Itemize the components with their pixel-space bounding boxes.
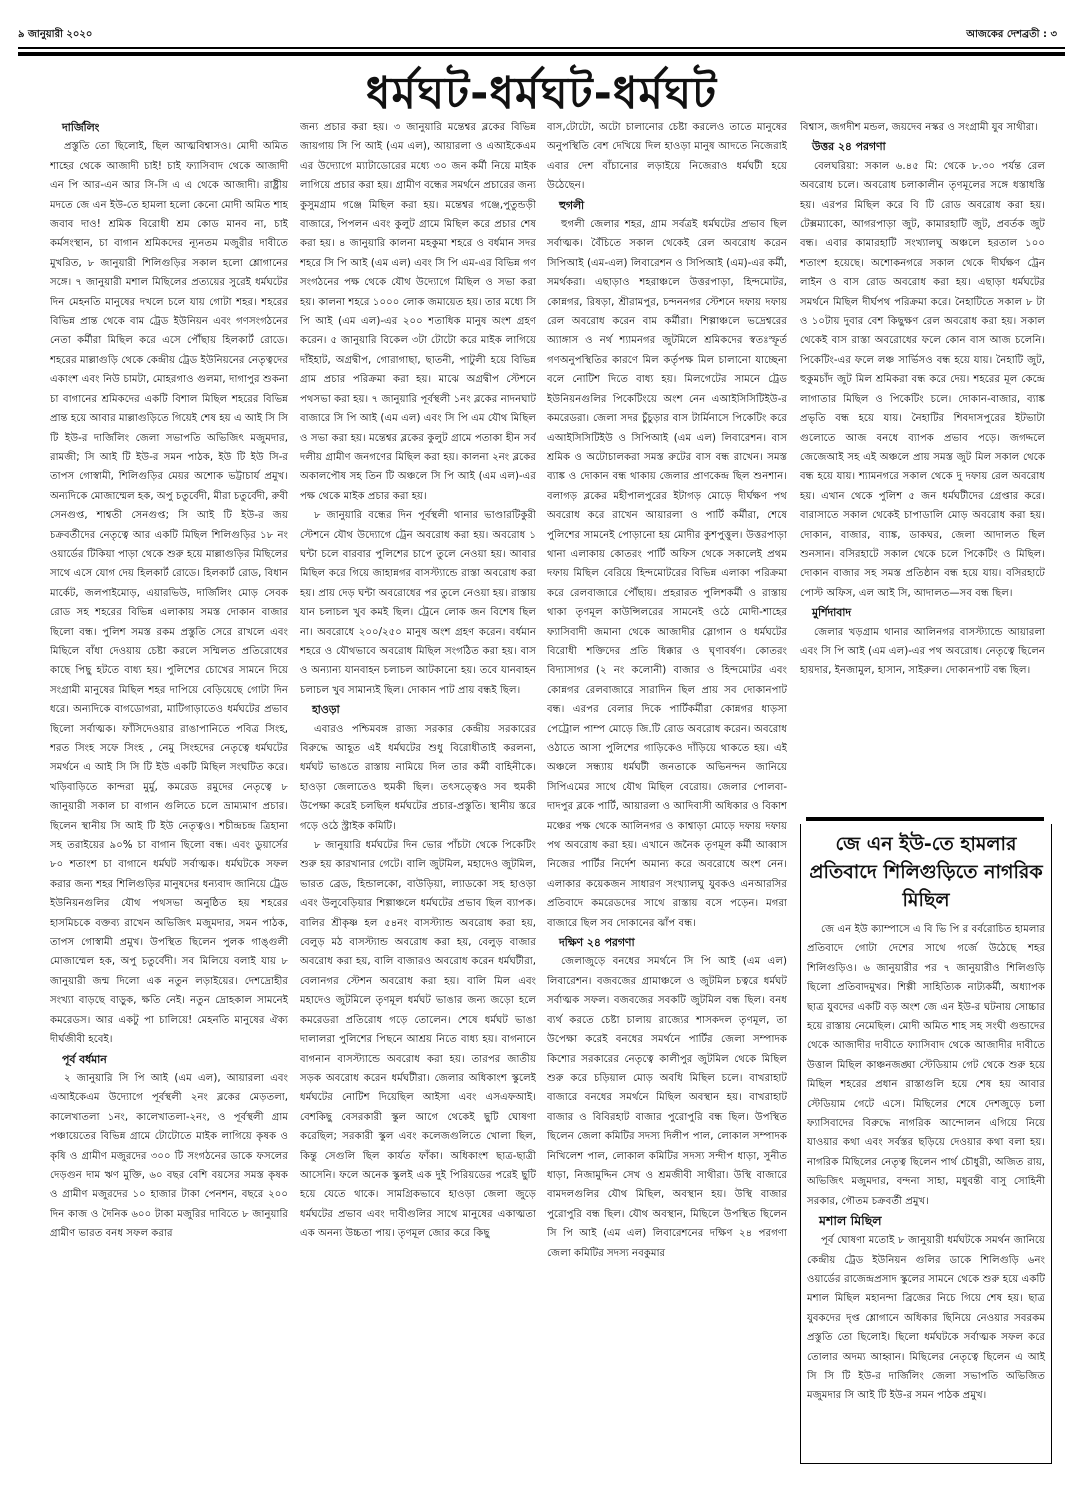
article-paragraph: এবারও পশ্চিমবঙ্গ রাজ্য সরকার কেন্দ্রীয় সরকারের বিরুদ্ধে আহূত এই ধর্মঘটের শুধু বিরোধীতাই করলনা, ধর্মঘট ভাঙতে রাস্তায় নামিয়ে দিল তার কর্মী বাহিনীকে। হাওড়া জেলাতেও হুমকী ছিল। তৎসত্ত্বেও সব হুমকী উপেক্ষা করেই চলছিল ধর্মঘটের প্রচার-প্রস্তুতি। স্থানীয় স্তরে গড়ে ওঠে স্ট্রাইক কমিটি। [300, 723, 536, 832]
column-4 [800, 118, 1045, 808]
header-rule-thin [18, 47, 1065, 49]
article-paragraph: বাস,টোটো, অটো চালানোর চেষ্টা করলেও তাতে মানুষের অনুপস্থিতি বেশ দেখিয়ে দিল হাওড়া মানুষ আদতে নিজেরাই এবার দেশ বাঁচানোর লড়াইয়ে নিজেরাও ধর্মঘটী হয়ে উঠেছেন। [547, 122, 787, 192]
article-paragraph: জে এন ইউ ক্যাম্পাসে এ বি ভি পি র বর্বরোচিত হামলার প্রতিবাদে গোটা দেশের সাথে গর্জে উঠেছে শহর শিলিগুড়িও। ৬ জানুয়ারীর পর ৭ জানুয়ারীও শিলিগুড়ি ছিলো প্রতিবাদমুখর। শিল্পী সাহিত্যিক নাট্যকর্মী, অধ্যাপক ছাত্র যুবদের একটি বড় অংশ জে এন ইউ-র ঘটনায় সোচ্চার হয়ে রাস্তায় নেমেছিল। মোদী অমিত শাহ সহ সংঘী গুন্ডাদের থেকে আজাদীর দাবীতে ফ্যাসিবাদ থেকে আজাদীর দাবীতে উত্তাল মিছিল কাঞ্চনজঙ্ঘা স্টেডিয়াম গেট থেকে শুরু হয়ে মিছিল শহরের প্রধান রাস্তাগুলি হয়ে শেষ হয় আবার স্টেডিয়াম গেটে এসে। মিছিলের শেষে দেশজুড়ে চলা ফ্যাসিবাদের বিরুদ্ধে নাগরিক আন্দোলন এগিয়ে নিয়ে যাওয়ার কথা এবং সর্বস্তর ছড়িয়ে দেওয়ার কথা বলা হয়। নাগরিক মিছিলের নেতৃত্ব ছিলেন পার্থ চৌধুরী, অজিত রায়, অভিজিৎ মজুমদার, বন্দনা সাহা, মধুবন্তী বাসু সোহিনী সরকার, গৌতম চক্রবর্তী প্রমুখ। [807, 924, 1045, 1207]
article-paragraph: পূর্ব ঘোষণা মতোই ৮ জানুয়ারী ধর্মঘটকে সমর্থন জানিয়ে কেন্দ্রীয় ট্রেড ইউনিয়ন গুলির ডাকে শিলিগুড়ি ৬নং ওয়ার্ডের রাজেন্দ্রপ্রসাদ স্কুলের সামনে থেকে শুরু হয়ে একটি মশাল মিছিল মহানন্দা ব্রিজের নিচে গিয়ে শেষ হয়। ছাত্র যুবকদের দৃপ্ত শ্লোগানে অধিকার ছিনিয়ে নেওয়ার সবরকম প্রস্তুতি তো ছিলোই। ছিলো ধর্মঘটকে সর্বাত্মক সফল করে তোলার অদম্য আহ্বান। মিছিলের নেতৃত্বে ছিলেন এ আই সি সি টি ইউ-র দার্জিলিং জেলা সভাপতি অভিজিত মজুমদার সি আই টি ইউ-র সমন পাঠক প্রমুখ। [807, 1235, 1045, 1402]
article-paragraph: জন্য প্রচার করা হয়। ৩ জানুয়ারি মন্তেশ্বর ব্লকের বিভিন্ন জায়গায় সি পি আই (এম এল), আয়ারলা ও এআইকেএম এর উদ্যোগে ম্যাটাডোরের মধ্যে ৩০ জন কর্মী নিয়ে মাইক লাগিয়ে প্রচার করা হয়। গ্রামীণ বন্ধের সমর্থনে প্রচারের জন্য কুসুমগ্রাম গঞ্জে মিছিল করা হয়। মন্তেশ্বর গঞ্জে,পুতুন্ডড়ী বাজারে, পিপলন এবং কুলুট গ্রামে মিছিল করে প্রচার শেষ করা হয়। ৪ জানুয়ারি কালনা মহকুমা শহরে ও বর্ধমান সদর শহরে সি পি আই (এম এল) এবং সি পি এম-এর বিভিন্ন গণ সংগঠনের পক্ষ থেকে যৌথ উদ্যোগে মিছিল ও সভা করা হয়। কালনা শহরে ১০০০ লোক জমায়েত হয়। তার মধ্যে সি পি আই (এম এল)-এর ২০০ শতাধিক মানুষ অংশ গ্রহণ করেন। ৫ জানুয়ারি বিকেল ৩টা টোটো করে মাইক লাগিয়ে দাঁইহাট, অগ্রদ্বীপ, গোরাগাছা, ছাতনী, পাটুলী হয়ে বিভিন্ন গ্রাম প্রচার পরিক্রমা করা হয়। মাঝে অগ্রদ্বীপ স্টেশনে পথসভা করা হয়। ৭ জানুয়ারি পূর্বস্থলী ১নং ব্লকের নাদনঘাট বাজারে সি পি আই (এম এল) এবং সি পি এম যৌথ মিছিল ও সভা করা হয়। মন্তেশ্বর ব্লকের কুলুট গ্রামে পতাকা হীন সর্ব দলীয় গ্রামীণ জনগণের মিছিল করা হয়। কালনা ২নং ব্লকের অকালপৌষ সহ তিন টি অঞ্চলে সি পি আই (এম এল)-এর পক্ষ থেকে মাইক প্রচার করা হয়। [300, 122, 536, 502]
header-rule-thick [18, 52, 1065, 56]
page-headline: ধর্মঘট-ধর্মঘট-ধর্মঘট [365, 68, 718, 119]
article-paragraph: বেলঘরিয়া: সকাল ৬.৪৫ মি: থেকে ৮.৩০ পর্যন্ত রেল অবরোধ চলে। অবরোধ চলাকালীন তৃণমূলের সঙ্গে ধস্তাধস্তি হয়। এরপর মিছিল করে বি টি রোড অবরোধ করা হয়। টেক্সম্যাকো, আগরপাড়া জুট, কামারহাটি জুট, প্রবর্তক জুট বন্ধ। এবার কামারহাটি সংখ্যালঘু অঞ্চলে হরতাল ১০০ শতাংশ হয়েছে। অশোকনগরে সকাল থেকে দীর্ঘক্ষণ ট্রেন লাইন ও বাস রোড অবরোধ করা হয়। এছাড়া ধর্মঘটের সমর্থনে মিছিল দীর্ঘপথ পরিক্রমা করে। নৈহাটিতে সকাল ৮ টা ও ১০টায় দুবার বেশ কিছুক্ষণ রেল অবরোধ করা হয়। সকাল থেকেই বাস রাস্তা অবরোধের ফলে কোন বাস আজ চলেনি। পিকেটিং-এর ফলে লঞ্চ সার্ভিসও বন্ধ হয়ে যায়। নৈহাটি জুট, হুকুমচাঁদ জুট মিল শ্রমিকরা বন্ধ করে দেয়। শহরের মূল কেন্দ্রে লাগাতার মিছিল ও পিকেটিং চলে। দোকান-বাজার, ব্যাঙ্ক প্রভৃতি বন্ধ হয়ে যায়। নৈহাটির শিবদাসপুরের ইটভাটা গুলোতে আজ বনধে ব্যাপক প্রভাব পড়ে। জগদ্দলে জেজেআই সহ এই অঞ্চলে প্রায় সমস্ত জুট মিল সকাল থেকে বন্ধ হয়ে যায়। শ্যামনগরে সকাল থেকে দু দফায় রেল অবরোধ হয়। এখান থেকে পুলিশ ৫ জন ধর্মঘটীদের গ্রেপ্তার করে। বারাসাতে সকাল থেকেই চাপাডালি মোড় অবরোধ করা হয়। দোকান, বাজার, ব্যাঙ্ক, ডাকঘর, জেলা আদালত ছিল শুনসান। বসিরহাটে সকাল থেকে চলে পিকেটিং ও মিছিল। দোকান বাজার সহ সমস্ত প্রতিষ্ঠান বন্ধ হয়ে যায়। বসিরহাটে পোস্ট অফিস, এল আই সি, আদালত—সব বন্ধ ছিল। [800, 160, 1045, 599]
article-paragraph: জেলার খড়গ্রাম থানার আলিনগর বাসস্ট্যান্ডে আয়ারলা এবং সি পি আই (এম এল)-এর পথ অবরোধ। নেতৃত্বে ছিলেন হায়দার, ইনজামুল, হাসান, সাইরুল। দোকানপাট বন্ধ ছিল। [800, 626, 1045, 677]
article-paragraph: ৮ জানুয়ারি বন্ধের দিন পূর্বস্থলী থানার ভাণ্ডারটিকুরী স্টেশনে যৌথ উদ্যোগে ট্রেন অবরোধ করা হয়। অবরোধ ১ ঘন্টা চলে বারবার পুলিশের চাপে তুলে নেওয়া হয়। আবার মিছিল করে গিয়ে জাহান্নগর বাসস্ট্যান্ডে রাস্তা অবরোধ করা হয়। প্রায় দেড় ঘন্টা অবরোধের পর তুলে নেওয়া হয়। রাস্তায় যান চলাচল খুব কমই ছিল। ট্রেনে লোক জন বিশেষ ছিল না। অবরোধে ২০০/২৫০ মানুষ অংশ গ্রহণ করেন। বর্ধমান শহরে ও যৌথভাবে অবরোধ মিছিল সংগঠিত করা হয়। বাস ও অন্যান্য যানবাহন চলাচল আটকানো হয়। তবে যানবাহন চলাচল খুব সামান্যই ছিল। দোকান পাট প্রায় বন্ধই ছিল। [300, 510, 536, 696]
column-1 [50, 118, 288, 1490]
header-page-label: আজকের দেশব্রতী : ৩ [966, 29, 1057, 40]
section-heading-south-24-parganas: দক্ষিণ ২৪ পরগণা [559, 936, 635, 950]
section-heading-murshidabad: মুর্শিদাবাদ [812, 606, 852, 620]
section-heading-howrah: হাওড়া [312, 703, 340, 717]
boxed-article-top-rule [806, 817, 1044, 821]
section-heading-hooghly: হুগলী [559, 198, 585, 212]
article-paragraph: ২ জানুয়ারি সি পি আই (এম এল), আয়ারলা এবং এআইকেএম উদ্যোগে পূর্বস্থলী ২নং ব্লকের মেড়তলা, কালেখাতলা ১নং, কালেখাতলা-২নং, ও পূর্বস্থলী গ্রাম পঞ্চায়েতের বিভিন্ন গ্রামে টোটোতে মাইক লাগিয়ে কৃষক ও কৃষি ও গ্রামীণ মজুরদের ৩০০ টি সংগঠনের ডাকে ফসলের দেড়গুন দাম ঋণ মুক্তি, ৬০ বছর বেশি বয়সের সমস্ত কৃষক ও গ্রামীণ মজুরদের ১০ হাজার টাকা পেনশন, বছরে ২০০ দিন কাজ ও দৈনিক ৬০০ টাকা মজুরির দাবিতে ৮ জানুয়ারি গ্রামীণ ভারত বনধ সফল করার [50, 1072, 288, 1240]
section-heading-darjeeling: দার্জিলিং [62, 121, 100, 134]
article-paragraph: হুগলী জেলার শহর, গ্রাম সর্বত্রই ধর্মঘটের প্রভাব ছিল সর্বাত্মক। বৈঁচিতে সকাল থেকেই রেল অবরোধ করেন সিপিআই (এম-এল) লিবারেশন ও সিপিআই (এম)-এর কর্মী, সমর্থকরা। এছাড়াও শহরাঞ্চলে উত্তরপাড়া, হিন্দমোটর, কোন্নগর, রিষড়া, শ্রীরামপুর, চন্দননগর স্টেশনে দফায় দফায় রেল অবরোধ করেন বাম কর্মীরা। শিল্পাঞ্চলে ভদ্রেশ্বরের অ্যাঙ্গাস ও নর্থ শ্যামনগর জুটমিলে শ্রমিকদের স্বতঃস্ফূর্ত গণঅনুপস্থিতির কারণে মিল কর্তৃপক্ষ মিল চালানো যাচ্ছেনা বলে নোটিশ দিতে বাধ্য হয়। মিলগেটের সামনে ট্রেড ইউনিয়নগুলির পিকেটিংয়ে অংশ নেন এআইসিসিটিইউ-র কমরেডরা। জেলা সদর চুঁচুড়ার বাস টার্মিনাসে পিকেটিং করে এআইসিসিটিইউ ও সিপিআই (এম এল) লিবারেশন। বাস শ্রমিক ও অটোচালকরা সমস্ত রুটের বাস বন্ধ রাখেন। সমস্ত ব্যাঙ্ক ও দোকান বন্ধ থাকায় জেলার প্রাণকেন্দ্র ছিল শুনশান। বলাগড় ব্লকের মহীপালপুরের ইটাগড় মোড়ে দীর্ঘক্ষণ পথ অবরোধ করে রাখেন আয়ারলা ও পার্টি কর্মীরা, শেষে পুলিশের সামনেই পোড়ানো হয় মোদীর কুশপুত্তুল। উত্তরপাড়া থানা এলাকায় কোতরং পার্টি অফিস থেকে সকালেই প্রথম দফায় মিছিল বেরিয়ে হিন্দমোটরের বিভিন্ন এলাকা পরিক্রমা করে রেলবাজারে পৌঁছায়। প্রহরারত পুলিশকর্মী ও রাস্তায় থাকা তৃণমূল কাউন্সিলরের সামনেই ওঠে মোদী-শাহের ফ্যাসিবাদী জমানা থেকে আজাদীর স্লোগান ও ধর্মঘটের বিরোধী শক্তিদের প্রতি ধিক্কার ও ঘৃণাবর্ষণ। কোতরং বিদ্যাসাগর (২ নং কলোনী) বাজার ও হিন্দমোটর এবং কোন্নগর রেলবাজারে সারাদিন ছিল প্রায় সব দোকানপাট বন্ধ। এরপর বেলার দিকে পার্টিকর্মীরা কোন্নগর ধাড়সা পেট্রোল পাম্প মোড়ে জি.টি রোড অবরোধ করেন। অবরোধ ওঠাতে আসা পুলিশের গাড়িকেও দাঁড়িয়ে থাকতে হয়। এই অঞ্চলে সন্ধ্যায় ধর্মঘটী জনতাকে অভিনন্দন জানিয়ে সিপিএমের সাথে যৌথ মিছিল বেরোয়। জেলার পোলবা-দাদপুর ব্লকে পার্টি, আয়ারলা ও আদিবাসী অধিকার ও বিকাশ মঞ্চের পক্ষ থেকে আলিনগর ও কাশ্বাড়া মোড়ে দফায় দফায় পথ অবরোধ করা হয়। এখানে জনৈক তৃণমূল কর্মী আব্বাস নিজের পার্টির নির্দেশ অমান্য করে অবরোধে অংশ নেন। এলাকার কয়েকজন সাধারণ সংখ্যালঘু যুবকও এনআরসির প্রতিবাদে কমরেডদের সাথে রাস্তায় বসে পড়েন। মগরা বাজারে ছিল সব দোকানের ঝাঁপ বন্ধ। [547, 219, 787, 929]
section-heading-north-24-parganas: উত্তর ২৪ পরগণা [812, 140, 886, 154]
article-paragraph: প্রস্তুতি তো ছিলোই, ছিল আত্মবিশ্বাসও। মোদী অমিত শাহের থেকে আজাদী চাই! চাই ফ্যাসিবাদ থেকে আজাদী এন পি আর-এন আর সি-সি এ এ থেকে আজাদী। রাষ্ট্রীয় মদতে জে এন ইউ-তে হামলা হলো কেনো মোদী অমিত শাহ জবাব দাও! শ্রমিক বিরোধী শ্রম কোড মানব না, চাই কর্মসংস্থান, চা বাগান শ্রমিকদের ন্যূনতম মজুরীর দাবীতে মুখরিত, ৮ জানুয়ারী শিলিগুড়ির সকাল হলো শ্লোগানের সঙ্গে। ৭ জানুয়ারী মশাল মিছিলের প্রত্যয়ের সুরেই ধর্মঘটের দিন মেহনতি মানুষের দখলে চলে যায় গোটা শহর। শহরের বিভিন্ন প্রান্ত থেকে বাম ট্রেড ইউনিয়ন এবং গণসংগঠনের নেতা কর্মীরা মিছিল করে এসে পৌঁছায় হিলকার্ট রোডে। শহরের মাল্লাগুড়ি থেকে কেন্দ্রীয় ট্রেড ইউনিয়নের নেতৃত্বদের একাংশ এবং নিউ চামটা, মোহরগাও গুলমা, দাগাপুর শুকনা চা বাগানের শ্রমিকদের একটি বিশাল মিছিল শহরের বিভিন্ন প্রান্ত হয়ে আবার মাল্লাগুড়িতে গিয়েই শেষ হয় এ আই সি সি টি ইউ-র দার্জিলিং জেলা সভাপতি অভিজিৎ মজুমদার, রামজী; সি আই টি ইউ-র সমন পাঠক, ইউ টি ইউ সি-র তাপস গোস্বামী, শিলিগুড়ির মেয়র অশোক ভট্টাচার্য প্রমুখ। অন্যদিকে মোজাম্মেল হক, অপু চতুর্বেদী, মীরা চতুর্বেদী, রুবী সেনগুপ্ত, শাশ্বতী সেনগুপ্ত; সি আই টি ইউ-র জয় চক্রবর্তীদের নেতৃত্বে আর একটি মিছিল শিলিগুড়ির ১৮ নং ওয়ার্ডের টিকিয়া পাড়া থেকে শুরু হয়ে মাল্লাগুড়ির মিছিলের সাথে এসে যোগ দেয় হিলকার্ট রোডে। হিলকার্ট রোড, বিধান মার্কেট, জলপাইমোড়, এয়ারভিউ, দার্জিলিং মোড় সেবক রোড সহ শহরের বিভিন্ন এলাকায় সমস্ত দোকান বাজার ছিলো বন্ধ। পুলিশ সমস্ত রকম প্রস্তুতি সেরে রাখলে এবং মিছিলে বাঁধা দেওয়ায় চেষ্টা করলে সম্মিলত প্রতিরোধের কাছে পিছু হটতে বাধ্য হয়। পুলিশের চোখের সামনে দিয়ে সংগ্রামী মানুষের মিছিল শহর দাপিয়ে বেড়িয়েছে গোটা দিন ধরে। অন্যদিকে বাগডোগরা, মাটিগাড়াতেও ধর্মঘটের প্রভাব ছিলো সর্বাত্মক। ফাঁসিদেওয়ার রাঙাপানিতে পবিত্র সিংহ, শরত সিংহ সফে সিংহ , নেমু সিংহদের নেতৃত্বে ধর্মঘটের সমর্থনে এ আই সি সি টি ইউ একটি মিছিল সংঘটিত করে। খড়িবাড়িতে কান্দরা মুর্মু, কমরেড রমুদের নেতৃত্বে ৮ জানুয়ারী সকাল চা বাগান গুলিতে চলে ভ্রাম্যমাণ প্রচার। ছিলেন স্থানীয় সি আই টি ইউ নেতৃত্বও। শচীন্দ্রচন্দ্র ত্রিহানা সহ তরাইয়ের ৯০% চা বাগান ছিলো বন্ধ। এবং ডুয়ার্সের ৮০ শতাংশ চা বাগানে ধর্মঘট সর্বাত্মক। ধর্মঘটকে সফল করার জন্য শহর শিলিগুড়ির মানুষদের ধন্যবাদ জানিয়ে ট্রেড ইউনিয়নগুলির যৌথ পথসভা অনুষ্ঠিত হয় শহরের হাসমিচকে বক্তব্য রাখেন অভিজিৎ মজুমদার, সমন পাঠক, তাপস গোস্বামী প্রমুখ। উপস্থিত ছিলেন পুলক গাঙ্গুলী মোজাম্মেল হক, অপু চতুর্বেদী। সব মিলিয়ে বলাই যায় ৮ জানুয়ারী জন্ম দিলো এক নতুন লড়াইয়ের। দেশদ্রোহীর সংখ্যা বাড়ছে বাড়ুক, ক্ষতি নেই। নতুন দ্রোহকাল সামনেই কমরেডস। আর একটু পা চালিয়ে! মেহনতি মানুষের ঐক্য দীর্ঘজীবী হবেই। [50, 141, 288, 1046]
section-heading-purba-bardhaman: পূর্ব বর্ধমান [62, 1052, 107, 1066]
header-date: ৯ জানুয়ারী ২০২০ [18, 29, 93, 40]
column-2 [300, 118, 536, 1490]
column-3 [547, 118, 787, 1490]
article-paragraph: ৮ জানুয়ারি ধর্মঘটের দিন ভোর পাঁচটা থেকে পিকেটিং শুরু হয় কারখানার গেটে। বালি জুটমিল, মহাদেও জুটমিল, ভারত ব্রেড, হিন্ডালকো, বাউড়িয়া, ল্যাডকো সহ হাওড়া এবং উলুবেড়িয়ার শিল্পাঞ্চলে ধর্মঘটের প্রভাব ছিল ব্যাপক। বালির শ্রীকৃষ্ণ হল ৫৪নং বাসস্ট্যান্ড অবরোধ করা হয়, বেলুড় মঠ বাসস্ট্যান্ড অবরোধ করা হয়, বেলুড় বাজার অবরোধ করা হয়, বালি বাজারও অবরোধ করেন ধর্মঘটীরা, বেলানগর স্টেশন অবরোধ করা হয়। বালি মিল এবং মহাদেও জুটমিলে তৃণমূল ধর্মঘট ভাঙার জন্য জড়ো হলে কমরেডরা প্রতিরোধ গড়ে তোলেন। শেষে ধর্মঘট ভাঙা দালালরা পুলিশের পিছনে আশ্রয় নিতে বাধ্য হয়। বাগনানে বাগনান বাসস্ট্যান্ডে অবরোধ করা হয়। তারপর জাতীয় সড়ক অবরোধ করেন ধর্মঘটীরা। জেলার অধিকাংশ স্কুলেই ধর্মঘটের নোটিশ দিয়েছিল আইসা এবং এসএফআই। বেশকিছু বেসরকারী স্কুল আগে থেকেই ছুটি ঘোষণা করেছিল; সরকারী স্কুল এবং কলেজগুলিতে খোলা ছিল, কিন্তু সেগুলি ছিল কার্যত ফাঁকা। অধিকাংশ ছাত্র-ছাত্রী আসেনি। ফলে অনেক স্কুলই এক দুই পিরিয়ডের পরেই ছুটি হয়ে যেতে থাকে। সামগ্রিকভাবে হাওড়া জেলা জুড়ে ধর্মঘটের প্রভাব এবং দাবীগুলির সাথে মানুষের একাত্মতা এক অনন্য উচ্চতা পায়। তৃণমূল জোর করে কিছু [300, 840, 536, 1240]
article-paragraph: বিশ্বাস, জগদীশ মন্ডল, জয়দেব নস্কর ও সংগ্রামী যুব সাথীরা। [800, 122, 1038, 133]
boxed-article [800, 824, 1052, 1464]
boxed-article-title: জে এন ইউ-তে হামলার প্রতিবাদে শিলিগুড়িতে নাগরিক মিছিল [809, 833, 1043, 911]
article-paragraph: জেলাজুড়ে বনধের সমর্থনে সি পি আই (এম এল) লিবারেশন। বজবজের গ্রামাঞ্চলে ও জুটমিল চত্বরে ধর্মঘট সর্বাত্মক সফল। বজবজের সবকটি জুটমিল বন্ধ ছিল। বনধ ব্যর্থ করতে চেষ্টা চালায় রাজ্যের শাসকদল তৃণমূল, তা উপেক্ষা করেই বনধের সমর্থনে পার্টির জেলা সম্পাদক কিশোর সরকারের নেতৃত্বে কালীপুর জুটমিল থেকে মিছিল শুরু করে চড়িয়াল মোড় অবধি মিছিল চলে। বাখরাহাট বাজারে বনধের সমর্থনে মিছিল অবস্থান হয়। বাখরাহাট বাজার ও বিবিরহাট বাজার পুরোপুরি বন্ধ ছিল। উপস্থিত ছিলেন জেলা কমিটির সদস্য দিলীপ পাল, লোকাল সম্পাদক নিখিলেশ পাল, লোকাল কমিটির সদস্য সন্দীপ ধাড়া, সুনীত ধাড়া, নিজামুদ্দিন সেখ ও শ্রমজীবী সাথীরা। উস্থি বাজারে বামদলগুলির যৌথ মিছিল, অবস্থান হয়। উস্থি বাজার পুরোপুরি বন্ধ ছিল। যৌথ অবস্থান, মিছিলে উপস্থিত ছিলেন সি পি আই (এম এল) লিবারেশনের দক্ষিণ ২৪ পরগণা জেলা কমিটির সদস্য নবকুমার [547, 956, 787, 1259]
section-heading-mashal-michhil: মশাল মিছিল [819, 1213, 882, 1229]
